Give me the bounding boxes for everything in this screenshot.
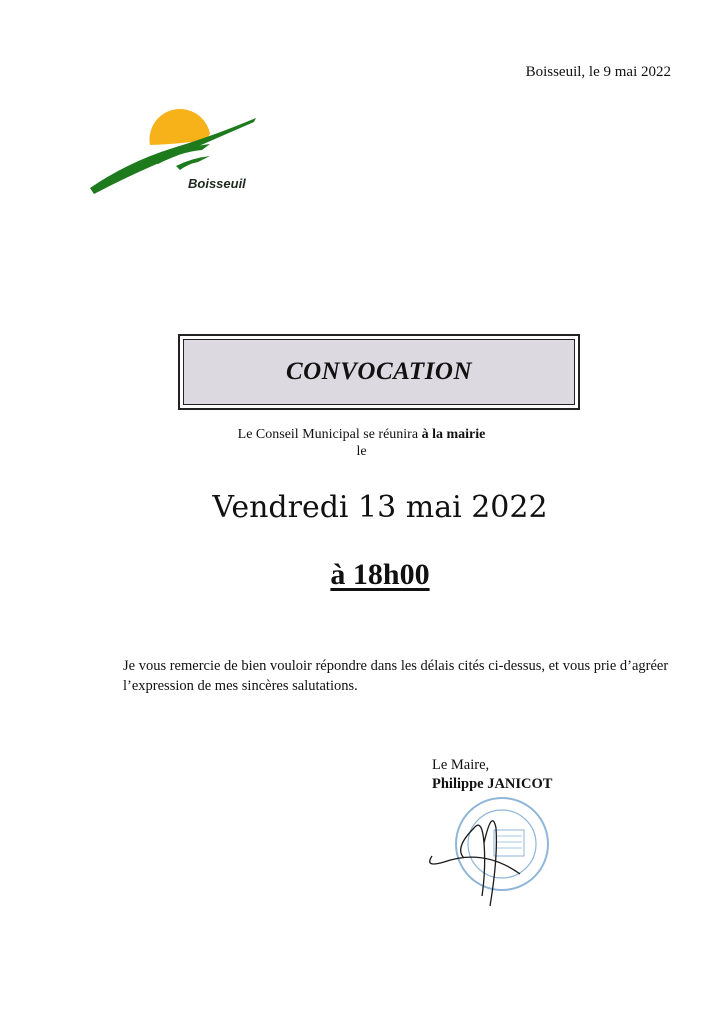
convene-text	[0, 426, 723, 460]
convene-prefix: Le Conseil Municipal se réunira	[237, 427, 422, 442]
date-line: Boisseuil, le 9 mai 2022	[525, 64, 671, 80]
title-box	[178, 334, 580, 410]
signer-role: Le Maire,	[432, 757, 490, 773]
logo-stripe-small	[176, 156, 210, 170]
stamp-outer-ring	[456, 798, 548, 890]
closing-paragraph: Je vous remercie de bien vouloir répondre dans les délais cités ci-dessus, et vous prie d’agréer l’expression de mes sincères salutations.	[123, 658, 669, 694]
stamp-graphic	[424, 788, 564, 918]
stamp-inner-ring	[468, 810, 536, 878]
mayor-stamp-and-signature	[424, 788, 564, 918]
convene-suffix: le	[356, 444, 367, 459]
signer-name: Philippe JANICOT	[432, 776, 553, 792]
meeting-time: à 18h00	[330, 558, 430, 591]
convene-place: à la mairie	[421, 427, 486, 442]
logo-text: Boisseuil	[188, 176, 246, 191]
title-inner	[183, 339, 575, 405]
handwritten-signature	[430, 821, 520, 906]
stamp-emblem-lines	[496, 836, 522, 848]
commune-logo	[88, 100, 263, 200]
meeting-date: Vendredi 13 mai 2022	[212, 490, 548, 525]
stamp-emblem	[494, 830, 524, 856]
document-title: CONVOCATION	[285, 358, 473, 385]
